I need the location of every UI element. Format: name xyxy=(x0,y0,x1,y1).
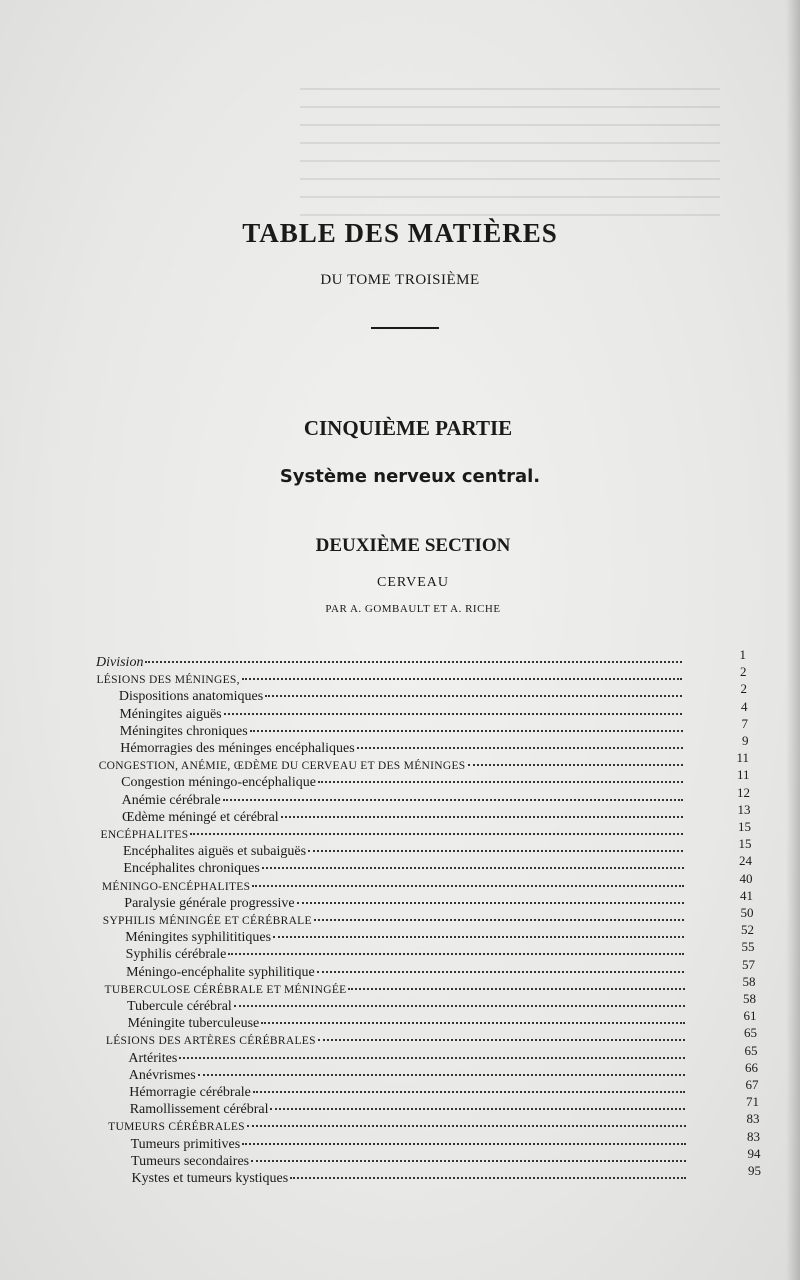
toc-entry-label: LÉSIONS DES MÉNINGES, xyxy=(96,674,240,687)
toc-entry-page-number: 2 xyxy=(740,664,747,680)
toc-entry-page-number: 58 xyxy=(743,991,756,1006)
toc-entry xyxy=(124,895,688,913)
toc-entry xyxy=(102,878,688,896)
toc-entry xyxy=(96,671,686,689)
toc-entry-label: Tumeurs secondaires xyxy=(131,1153,250,1169)
toc-entry-page-number: 2 xyxy=(740,681,747,697)
toc-entry-label: Kystes et tumeurs kystiques xyxy=(131,1171,289,1186)
dot-leader xyxy=(242,1143,686,1145)
dot-leader xyxy=(234,1005,685,1007)
toc-entry xyxy=(122,792,687,810)
toc-entry xyxy=(105,981,689,999)
toc-entry xyxy=(131,1153,690,1171)
dot-leader xyxy=(179,1057,685,1059)
toc-entry-page-number: 15 xyxy=(738,836,752,852)
toc-entry-label: Hémorragies des méninges encéphaliques xyxy=(120,741,355,756)
dot-leader xyxy=(251,1160,686,1162)
dot-leader xyxy=(224,713,683,715)
toc-entry xyxy=(126,946,689,964)
dot-leader xyxy=(297,902,684,904)
toc-entry-label: Tubercule cérébral xyxy=(127,999,232,1014)
dot-leader xyxy=(318,781,683,783)
toc-entry xyxy=(121,774,687,792)
toc-entry-label: CONGESTION, ANÉMIE, ŒDÈME DU CERVEAU ET DES MÉNINGES xyxy=(98,760,466,773)
dot-leader xyxy=(190,833,683,835)
section-organ: CERVEAU xyxy=(377,575,449,590)
toc-entry xyxy=(103,912,688,930)
toc-entry-page-number: 95 xyxy=(748,1163,761,1178)
toc-entry xyxy=(108,1118,689,1136)
toc-entry-page-number: 58 xyxy=(742,973,756,989)
toc-entry-label: Tumeurs primitives xyxy=(130,1136,241,1152)
toc-entry-label: Ramollissement cérébral xyxy=(129,1102,269,1118)
dot-leader xyxy=(357,747,683,749)
toc-entry-label: Division xyxy=(96,655,144,670)
dot-leader xyxy=(281,816,684,818)
toc-entry-page-number: 52 xyxy=(741,922,754,938)
toc-entry-label: MÉNINGO-ENCÉPHALITES xyxy=(101,880,251,893)
toc-entry-page-number: 67 xyxy=(745,1077,759,1092)
toc-entry-page-number: 11 xyxy=(736,750,749,766)
toc-entry xyxy=(127,1015,688,1033)
toc-entry-page-number: 94 xyxy=(747,1145,761,1161)
toc-entry xyxy=(132,1170,691,1188)
toc-entry-label: Œdème méningé et cérébral xyxy=(122,809,279,825)
toc-entry-page-number: 4 xyxy=(741,698,748,714)
toc-entry-page-number: 83 xyxy=(747,1128,760,1144)
toc-entry xyxy=(123,843,688,861)
toc-entry xyxy=(129,1084,689,1102)
toc-entry-page-number: 9 xyxy=(742,733,749,748)
dot-leader xyxy=(247,1125,686,1127)
dot-leader xyxy=(198,1074,686,1076)
toc-entry-page-number: 41 xyxy=(740,887,753,903)
toc-entry-label: Méningite tuberculeuse xyxy=(127,1016,260,1032)
toc-entry-label: Paralysie générale progressive xyxy=(124,895,295,911)
toc-entry-page-number: 71 xyxy=(746,1094,759,1110)
toc-entry-label: TUMEURS CÉRÉBRALES xyxy=(108,1121,245,1134)
toc-entry xyxy=(99,757,687,775)
toc-entry-page-number: 11 xyxy=(736,767,750,783)
dot-leader xyxy=(145,661,682,663)
dot-leader xyxy=(261,1022,685,1024)
toc-entry-label: Anémie cérébrale xyxy=(121,792,221,808)
toc-entry xyxy=(127,998,689,1016)
toc-entry-page-number: 7 xyxy=(741,715,748,731)
toc-entry xyxy=(128,1050,689,1068)
toc-entry-label: Congestion méningo-encéphalique xyxy=(121,775,316,791)
toc-entry-page-number: 65 xyxy=(744,1042,758,1058)
toc-entry xyxy=(122,809,687,827)
toc-entry xyxy=(96,654,686,672)
toc-entry-label: Hémorragie cérébrale xyxy=(129,1085,251,1100)
dot-leader xyxy=(314,919,684,921)
toc-entry xyxy=(125,929,688,947)
toc-entry-label: Méningites aiguës xyxy=(119,706,222,722)
dot-leader xyxy=(252,885,683,887)
dot-leader xyxy=(468,764,683,766)
dot-leader xyxy=(308,850,683,852)
toc-entry-label: LÉSIONS DES ARTÈRES CÉRÉBRALES xyxy=(105,1035,316,1048)
toc-entry xyxy=(119,688,686,706)
section-title: DEUXIÈME SECTION xyxy=(315,535,511,556)
toc-entry-page-number: 24 xyxy=(739,853,752,869)
toc-entry xyxy=(120,723,687,741)
toc-entry-page-number: 83 xyxy=(746,1111,760,1127)
dot-leader xyxy=(253,1091,685,1093)
dot-leader xyxy=(223,799,683,801)
toc-entry-label: Syphilis cérébrale xyxy=(125,947,227,963)
dot-leader xyxy=(317,971,685,973)
toc-entry-page-number: 65 xyxy=(744,1025,757,1041)
toc-entry-label: Dispositions anatomiques xyxy=(118,689,264,705)
toc-entry-page-number: 57 xyxy=(742,956,755,972)
dot-leader xyxy=(348,988,684,990)
section-authors: PAR A. GOMBAULT ET A. RICHE xyxy=(325,603,501,615)
dot-leader xyxy=(262,867,684,869)
toc-entry xyxy=(130,1101,690,1119)
dot-leader xyxy=(242,678,682,680)
toc-entry xyxy=(106,1032,689,1050)
toc-entry-label: Artérites xyxy=(128,1050,178,1066)
toc-entry xyxy=(123,860,687,878)
toc-entry xyxy=(120,740,686,758)
toc-entry-page-number: 1 xyxy=(739,647,746,662)
toc-entry xyxy=(101,826,688,844)
page-subtitle: DU TOME TROISIÈME xyxy=(320,272,480,288)
part-subtitle: Système nerveux central. xyxy=(279,466,541,487)
toc-entry-page-number: 50 xyxy=(740,905,754,920)
toc-entry-page-number: 40 xyxy=(739,870,753,886)
toc-entry-label: Méningites chroniques xyxy=(119,723,248,739)
toc-entry-label: Anévrismes xyxy=(128,1067,196,1083)
toc-entry xyxy=(126,964,688,982)
toc-entry-page-number: 13 xyxy=(737,801,751,817)
toc-entry-label: SYPHILIS MÉNINGÉE ET CÉRÉBRALE xyxy=(102,915,312,927)
toc-entry xyxy=(131,1136,690,1154)
dot-leader xyxy=(250,730,683,732)
toc-entry-page-number: 66 xyxy=(745,1059,758,1075)
page-title: TABLE DES MATIÈRES xyxy=(242,218,558,248)
toc-entry-page-number: 15 xyxy=(738,819,751,834)
toc-entry-label: Encéphalites aiguës et subaiguës xyxy=(122,844,307,860)
toc-entry-label: Encéphalites chroniques xyxy=(123,861,260,877)
dot-leader xyxy=(273,936,684,938)
dot-leader xyxy=(290,1177,686,1179)
toc-entry-page-number: 55 xyxy=(741,939,755,955)
toc-entry-label: Méningo-encéphalite syphilitique xyxy=(126,964,315,980)
toc-entry-label: TUBERCULOSE CÉRÉBRALE ET MÉNINGÉE xyxy=(104,983,347,996)
toc-entry-label: Méningites syphilititiques xyxy=(125,930,272,946)
dot-leader xyxy=(265,695,682,697)
toc-entry xyxy=(119,706,686,724)
toc-entry-page-number: 61 xyxy=(743,1008,757,1024)
dot-leader xyxy=(318,1039,685,1041)
part-title: CINQUIÈME PARTIE xyxy=(303,416,513,440)
dot-leader xyxy=(228,953,684,955)
toc-entry-page-number: 12 xyxy=(737,784,750,800)
toc-entry-label: ENCÉPHALITES xyxy=(100,829,189,841)
dot-leader xyxy=(270,1108,685,1110)
toc-entry xyxy=(129,1067,689,1085)
